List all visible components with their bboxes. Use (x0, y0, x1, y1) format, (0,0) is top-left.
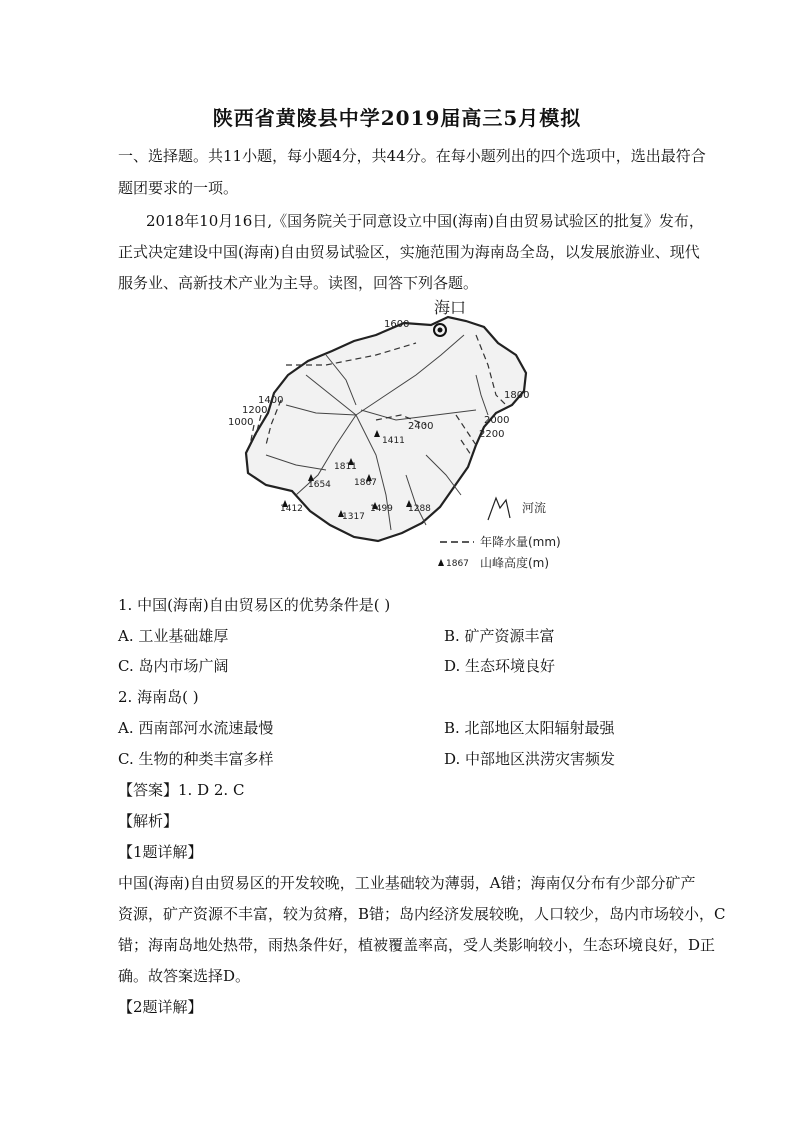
isohyet-label: 1200 (242, 405, 268, 416)
instructions-line-2: 题团要求的一项。 (118, 179, 239, 197)
question-1-option-a[interactable]: A. 工业基础雄厚 (118, 627, 229, 645)
detail-1-line-1: 中国(海南)自由贸易区的开发较晚，工业基础较为薄弱，A错；海南仅分布有少部分矿产 (118, 874, 696, 892)
hainan-map-figure (226, 295, 576, 580)
peak-label: 1288 (408, 504, 431, 514)
detail-1-heading: 【1题详解】 (118, 843, 203, 861)
isohyet-label: 2400 (408, 421, 434, 432)
question-1-option-d[interactable]: D. 生态环境良好 (444, 657, 556, 675)
isohyet-label: 1000 (228, 417, 254, 428)
analysis-heading: 【解析】 (118, 812, 179, 830)
isohyet-label: 2200 (479, 429, 505, 440)
instructions-line-1: 一、选择题。共11小题，每小题4分，共44分。在每小题列出的四个选项中，选出最符合 (118, 147, 706, 165)
peak-label: 1499 (370, 504, 393, 514)
isohyet-label: 1600 (384, 319, 410, 330)
detail-1-line-4: 确。故答案选择D。 (118, 967, 251, 985)
legend-peak-label: 山峰高度(m) (480, 556, 550, 570)
question-2-option-d[interactable]: D. 中部地区洪涝灾害频发 (444, 750, 616, 768)
peak-legend-icon (438, 559, 444, 566)
peak-label: 1811 (334, 462, 357, 472)
map-legend (438, 498, 561, 570)
question-2-option-c[interactable]: C. 生物的种类丰富多样 (118, 750, 274, 768)
peak-label: 1412 (280, 504, 303, 514)
isohyet-label: 2000 (484, 415, 510, 426)
question-1-option-b[interactable]: B. 矿产资源丰富 (444, 627, 555, 645)
hainan-map (226, 295, 576, 580)
question-1-option-c[interactable]: C. 岛内市场广阔 (118, 657, 229, 675)
passage-line-1: 2018年10月16日,《国务院关于同意设立中国(海南)自由贸易试验区的批复》发布， (146, 212, 704, 230)
legend-peak-sample: 1867 (446, 559, 469, 569)
detail-1-line-2: 资源，矿产资源不丰富，较为贫瘠，B错；岛内经济发展较晚，人口较少，岛内市场较小，C (118, 905, 726, 923)
isohyet-label: 1800 (504, 390, 530, 401)
river-legend-icon (488, 498, 510, 520)
page-title: 陕西省黄陵县中学2019届高三5月模拟 (212, 106, 582, 130)
peak-label: 1317 (342, 512, 365, 522)
question-2-option-b[interactable]: B. 北部地区太阳辐射最强 (444, 719, 615, 737)
question-2-option-a[interactable]: A. 西南部河水流速最慢 (118, 719, 274, 737)
peak-label: 1867 (354, 478, 377, 488)
legend-river-label: 河流 (522, 501, 547, 515)
isohyet-label: 1400 (258, 395, 284, 406)
detail-1-line-3: 错；海南岛地处热带，雨热条件好，植被覆盖率高，受人类影响较小，生态环境良好，D正 (118, 936, 716, 954)
question-2-stem: 2. 海南岛( ) (118, 688, 199, 706)
question-1-stem: 1. 中国(海南)自由贸易区的优势条件是( ) (118, 596, 391, 614)
city-label-haikou: 海口 (434, 298, 467, 317)
peak-label: 1411 (382, 436, 405, 446)
answer-line: 【答案】1. D 2. C (118, 781, 245, 799)
passage-line-2: 正式决定建设中国(海南)自由贸易试验区，实施范围为海南岛全岛，以发展旅游业、现代 (118, 243, 700, 261)
detail-2-heading: 【2题详解】 (118, 998, 203, 1016)
legend-rainfall-label: 年降水量(mm) (480, 535, 561, 549)
peak-label: 1654 (308, 480, 331, 490)
passage-line-3: 服务业、高新技术产业为主导。读图，回答下列各题。 (118, 274, 479, 292)
